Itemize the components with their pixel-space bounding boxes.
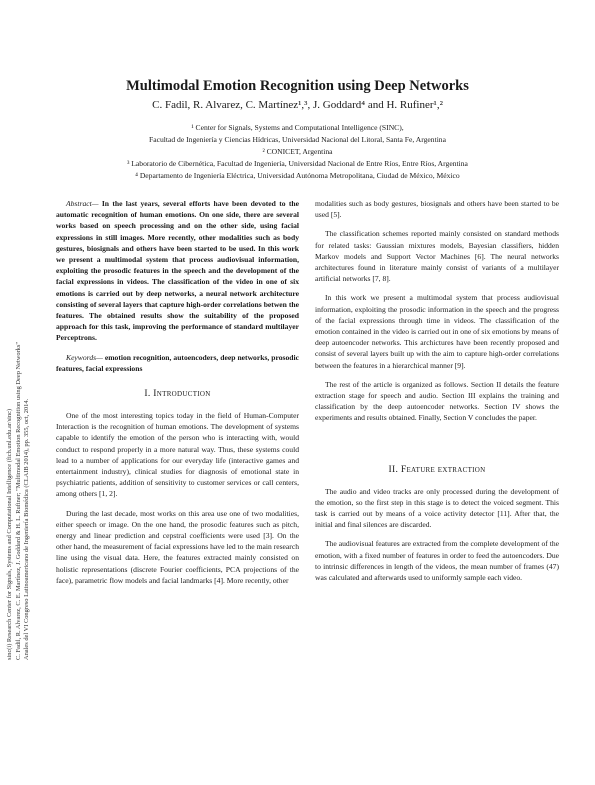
keywords-text: emotion recognition, autoencoders, deep networks, prosodic features, facial expressions: [56, 352, 299, 373]
abstract: [56, 198, 299, 344]
keywords-lead: Keywords—: [66, 352, 103, 362]
right-column: [315, 198, 559, 591]
paper-authors: C. Fadil, R. Alvarez, C. Martínez¹,³, J. Goddard⁴ and H. Rufiner¹,²: [152, 99, 443, 111]
side-citation-line: C. Fadil, R. Alvarez, C. E. Martínez, J. Goddard & H. L. Rufiner; "Multimodal Emotion Recognition using Deep Networks": [14, 342, 22, 660]
side-citation-line: sinc(i) Research Center for Signals, Systems and Computational Intelligence (fich.unl.edu.ar/sinc): [6, 408, 13, 660]
affiliation-line: Facultad de Ingeniería y Ciencias Hídricas, Universidad Nacional del Litoral, Santa Fe, Argentina: [149, 134, 446, 144]
side-citation-line: Anales del VI Congreso Latinoamericano de Ingeniería Biomédica (CLAIB 2014), pp. 355, oct, 2014.: [23, 398, 31, 660]
paper-title: Multimodal Emotion Recognition using Deep Networks: [126, 78, 469, 94]
section-heading-introduction: I. Introduction: [144, 388, 211, 400]
affiliation-line: ² CONICET, Argentina: [262, 146, 333, 156]
affiliations: [0, 122, 595, 182]
paragraph: In this work we present a multimodal system that process audiovisual information, exploiting the prosodic information in the speech and the progress of the facial expressions through time in videos. The classification of the emotion contained in the video is carried out in one of six emotions by means of deep autoencoder networks. This archictures have been recently proposed and consist of several layers built up with the aim to capture high-order correlations between the features in a hierarchical manner [9].: [315, 293, 560, 370]
affiliation-line: ⁴ Departamento de Ingeniería Eléctrica, Universidad Autónoma Metropolitana, Ciudad de México, México: [135, 170, 460, 180]
section-heading-feature-extraction: II. Feature extraction: [388, 463, 486, 475]
paragraph: During the last decade, most works on this area use one of two modalities, either speech or image. On the one hand, the prosodic features such as pitch, energy and linear prediction and cepstral coefficients were used [3]. On the other hand, the measurement of facial expressions have led to the main research line using the visual data. Here, the features extracted mainly consisted on holistic representations (discrete Fourier coefficients, PCA projections of the face), parametric flow models and facial landmarks [4]. More recently, other: [56, 508, 299, 585]
affiliation-line: ³ Laboratorio de Cibernética, Facultad de Ingeniería, Universidad Nacional de Entre Ríos, Entre Ríos, Argentina: [127, 158, 468, 168]
paragraph: The audiovisual features are extracted from the complete development of the emotion, with a fixed number of features in order to feed the autoencoders. Due to intrinsic differences in length of the videos, the mean number of frames (47) was calculated and afterwards used to uniformly sample each video.: [315, 539, 559, 583]
side-citation-text: [6, 342, 32, 660]
left-column: [56, 198, 299, 594]
abstract-lead: Abstract—: [66, 199, 99, 208]
paragraph: The rest of the article is organized as follows. Section II details the feature extraction stage for speech and audio. Section III explains the training and classification by the deep autoencoder networks. Section IV shows the experiments and results obtained. Finally, Section V concludes the paper.: [315, 379, 559, 423]
keywords: [56, 352, 299, 374]
abstract-text: In the last years, several efforts have been devoted to the automatic recognition of human emotions. On one side, there are several works based on speech processing and on the other side, using facial expressions in still images. More recently, other modalities such as body gestures, biosignals and others have been started to be used. In this work we present a multimodal system that process audiovisual information, exploiting the prosodic features in the speech and the development of the facial expressions in videos. The classification of the video in one of six emotions is carried out by deep networks, a neural network architecture consisting of several layers that capture high-order correlations betwen the features. The obtained results show the suitability of the proposed approach for this task, improving the performance of standard multilayer Perceptrons.: [56, 199, 299, 343]
paragraph: The classification schemes reported mainly consisted on standard methods for related tasks: Gaussian mixtures models, Bayesian classifiers, hidden Markov models and Support Vector Machines [6]. The neural networks architectures found in literature mainly consist of variants of a multilayer artificial networks [7, 8].: [315, 229, 559, 284]
affiliation-line: ¹ Center for Signals, Systems and Computational Intelligence (SINC),: [191, 123, 404, 132]
paragraph: modalities such as body gestures, biosignals and others have been started to be used [5].: [315, 199, 559, 220]
paragraph: One of the most interesting topics today in the field of Human-Computer Interaction is the recognition of human emotions. The development of systems capable to identify the emotion of the person who is interacting with, would conduct to respond properly in a more natural way. Thus, these systems could lead to a number of applications for our everyday life (interactive games and entertainment industry), clinical studies for diagnosis of emotional state in psychiatric patients, addition of sensitivity to customer services or call centers, among others [1, 2].: [56, 411, 299, 499]
paragraph: The audio and video tracks are only processed during the development of the emotion, so the first step in this stage is to detect the voiced segment. This task is carried out by means of a voice activity detector [11]. After that, the initial and final silences are discarded.: [315, 486, 559, 530]
